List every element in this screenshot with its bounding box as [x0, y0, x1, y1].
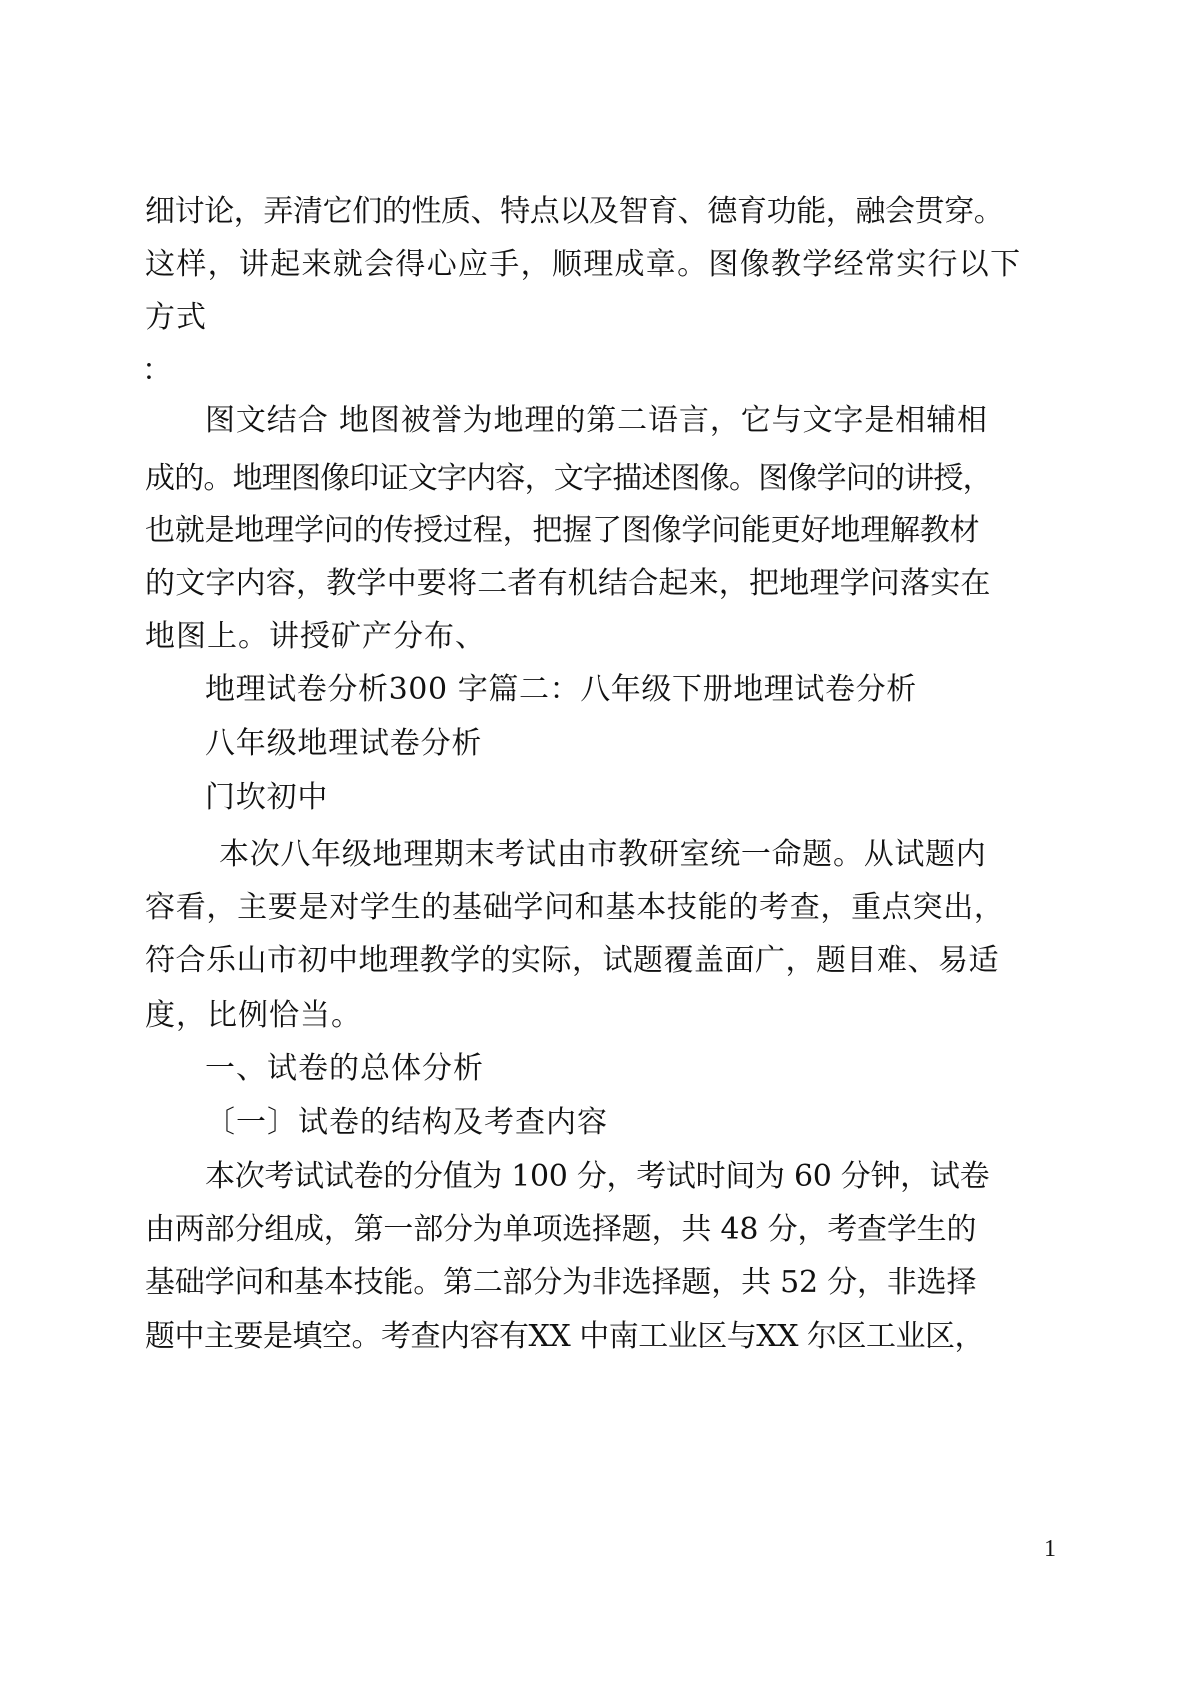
paragraph-line: 细讨论，弄清它们的性质、特点以及智育、德育功能，融会贯穿。 — [145, 194, 1004, 229]
page-number: 1 — [1044, 1536, 1056, 1562]
school-name: 门坎初中 — [205, 780, 329, 815]
paragraph-line: 度，比例恰当。 — [145, 998, 362, 1033]
paragraph-line: ： — [142, 353, 172, 388]
paragraph-line: 的文字内容，教学中要将二者有机结合起来，把地理学问落实在 — [145, 566, 991, 601]
paragraph-line: 由两部分组成，第一部分为单项选择题，共 48 分，考查学生的 — [145, 1212, 977, 1247]
paragraph-line: 符合乐山市初中地理教学的实际，试题覆盖面广，题目难、易适 — [145, 943, 999, 978]
paragraph-line: 地图上。讲授矿产分布、 — [145, 619, 486, 654]
paragraph-line: 也就是地理学问的传授过程，把握了图像学问能更好地理解教材 — [145, 513, 980, 548]
section-heading: 地理试卷分析300 字篇二：八年级下册地理试卷分析 — [205, 672, 917, 707]
subsection-heading: 〔一〕试卷的结构及考查内容 — [205, 1105, 608, 1140]
section-title: 八年级地理试卷分析 — [205, 726, 483, 761]
paragraph-line: 基础学问和基本技能。第二部分为非选择题，共 52 分，非选择 — [145, 1265, 977, 1300]
paragraph-line: 本次八年级地理期末考试由市教研室统一命题。从试题内 — [219, 837, 987, 872]
paragraph-line: 图文结合 地图被誉为地理的第二语言，它与文字是相辅相 — [205, 403, 988, 438]
paragraph-line: 容看，主要是对学生的基础学问和基本技能的考查，重点突出， — [145, 890, 1005, 925]
paragraph-line: 方式 — [145, 300, 207, 335]
paragraph-line: 这样，讲起来就会得心应手，顺理成章。图像教学经常实行以下 — [145, 247, 1022, 282]
section-heading: 一、试卷的总体分析 — [205, 1051, 484, 1086]
paragraph-line: 成的。地理图像印证文字内容，文字描述图像。图像学问的讲授， — [145, 461, 992, 496]
paragraph-line: 本次考试试卷的分值为 100 分，考试时间为 60 分钟，试卷 — [205, 1159, 990, 1194]
paragraph-line: 题中主要是填空。考查内容有XX 中南工业区与XX 尔区工业区， — [145, 1319, 985, 1354]
